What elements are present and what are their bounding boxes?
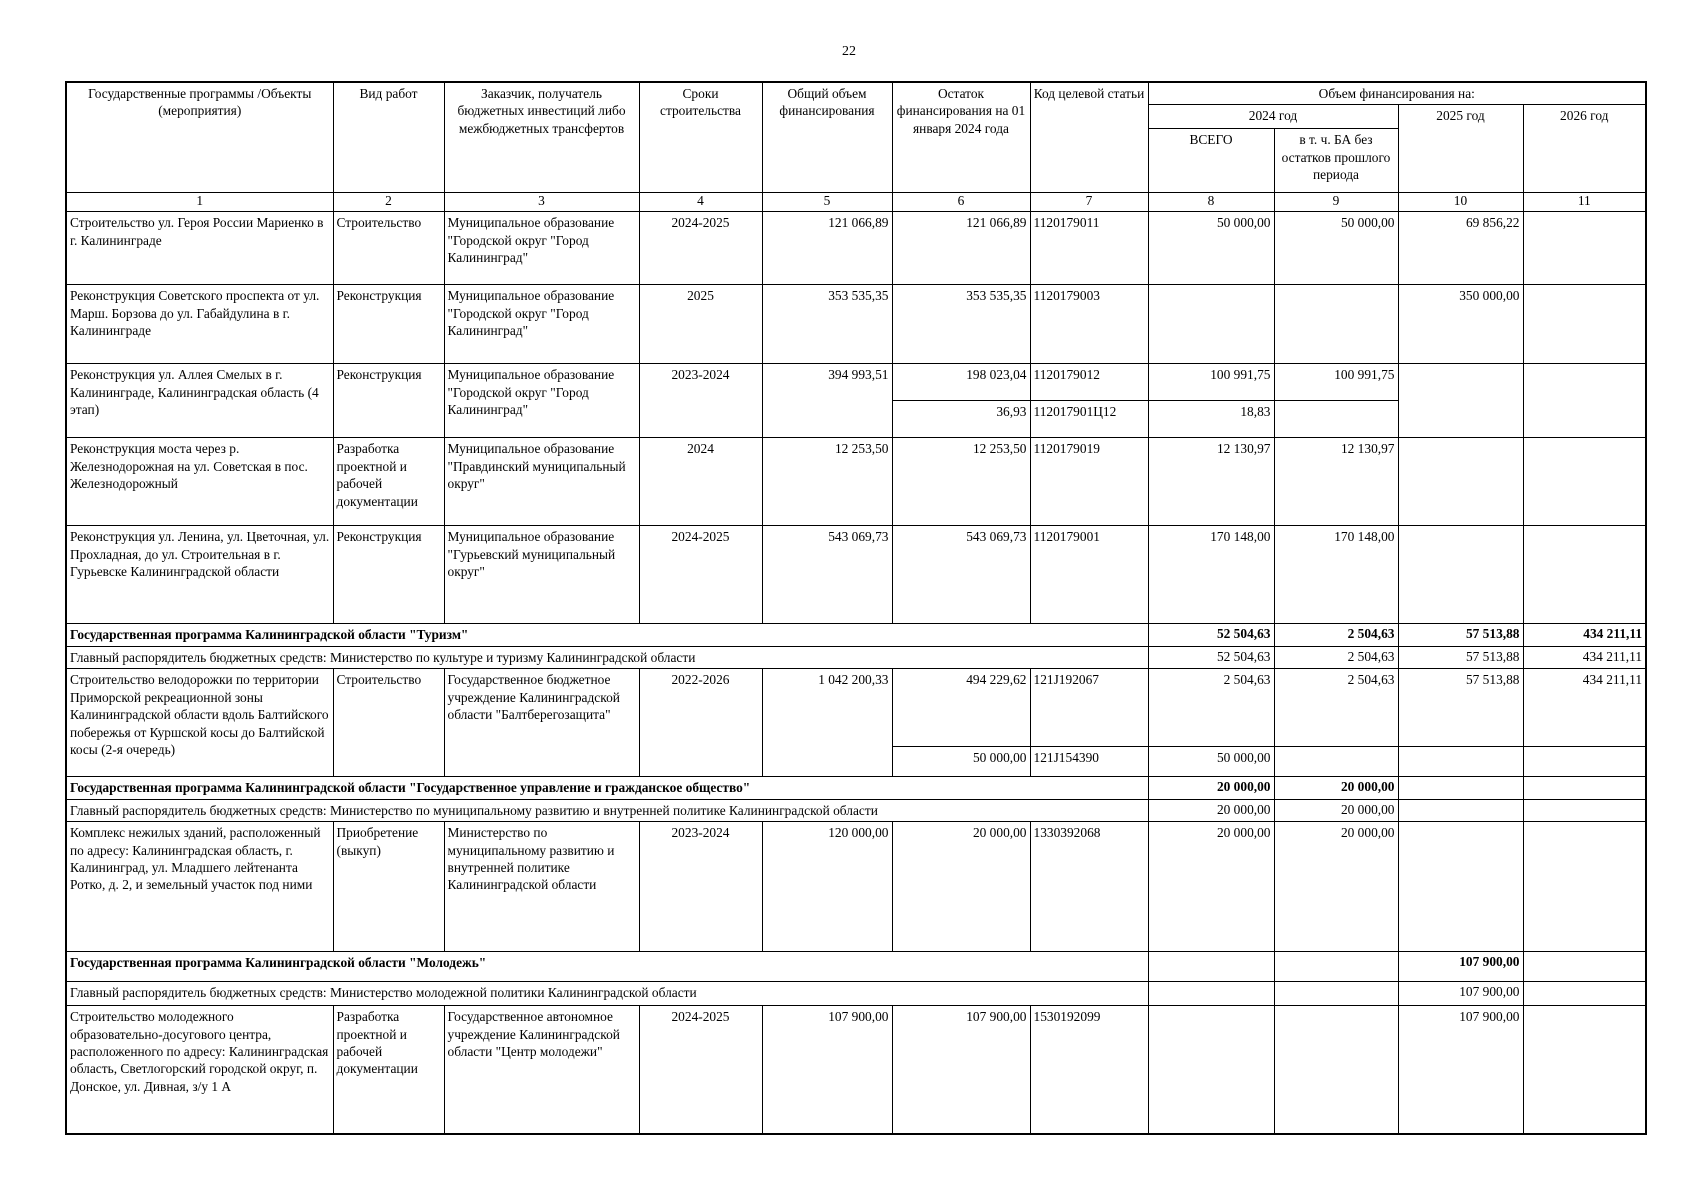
- customer: Министерство по муниципальному развитию и внутренней политике Калининградской области: [444, 822, 639, 952]
- table-row: [66, 822, 1646, 952]
- table-row: [66, 1006, 1646, 1134]
- program-row: [66, 952, 1646, 982]
- target-code: 1120179019: [1030, 438, 1148, 526]
- target-code: 1120179011: [1030, 212, 1148, 285]
- y2024-total: 20 000,00: [1148, 799, 1274, 821]
- remaining-financing: 121 066,89: [892, 212, 1030, 285]
- table-row: [66, 212, 1646, 285]
- y2024-excl: [1274, 747, 1398, 777]
- column-numbers-row: [66, 193, 1646, 212]
- y2024-excl: 170 148,00: [1274, 526, 1398, 624]
- manager-title: Главный распорядитель бюджетных средств: Министерство по культуре и туризму Калининградской области: [66, 646, 1148, 668]
- y2024-excl: 50 000,00: [1274, 212, 1398, 285]
- y2025: [1398, 799, 1523, 821]
- remaining-financing: 198 023,04: [892, 364, 1030, 401]
- investment-table: [65, 81, 1647, 1135]
- header-financing-volume: Объем финансирования на:: [1148, 82, 1646, 105]
- y2024-total: 12 130,97: [1148, 438, 1274, 526]
- y2024-excl: [1274, 952, 1398, 982]
- construction-term: 2024-2025: [639, 212, 762, 285]
- table-row: [66, 669, 1646, 747]
- y2026: [1523, 212, 1646, 285]
- y2024-total: 18,83: [1148, 401, 1274, 438]
- y2024-excl: 2 504,63: [1274, 669, 1398, 747]
- table-row: [66, 364, 1646, 401]
- construction-term: 2022-2026: [639, 669, 762, 777]
- object-name: Строительство велодорожки по территории Приморской рекреационной зоны Калининградской области вдоль Балтийского побережья от Куршской косы до Балтийской косы (2-я очередь): [66, 669, 333, 777]
- customer: Муниципальное образование "Городской округ "Город Калининград": [444, 285, 639, 364]
- y2024-total: 20 000,00: [1148, 822, 1274, 952]
- target-code: 121J192067: [1030, 669, 1148, 747]
- total-financing: 543 069,73: [762, 526, 892, 624]
- remaining-financing: 36,93: [892, 401, 1030, 438]
- y2024-excl: [1274, 982, 1398, 1006]
- y2026: [1523, 822, 1646, 952]
- total-financing: 107 900,00: [762, 1006, 892, 1134]
- column-number: 4: [639, 193, 762, 212]
- y2024-excl: 20 000,00: [1274, 777, 1398, 799]
- object-name: Строительство молодежного образовательно-досугового центра, расположенного по адресу: Калининградская область, Светлогорский городской округ, п. Донское, ул. Дивная, з/у 1 А: [66, 1006, 333, 1134]
- column-number: 11: [1523, 193, 1646, 212]
- y2024-excl: [1274, 1006, 1398, 1134]
- target-code: 1120179003: [1030, 285, 1148, 364]
- object-name: Реконструкция моста через р. Железнодорожная на ул. Советская в пос. Железнодорожный: [66, 438, 333, 526]
- customer: Государственное автономное учреждение Калининградской области "Центр молодежи": [444, 1006, 639, 1134]
- header-year-2026: 2026 год: [1523, 105, 1646, 193]
- y2024-total: [1148, 1006, 1274, 1134]
- y2024-excl: 2 504,63: [1274, 624, 1398, 646]
- total-financing: 121 066,89: [762, 212, 892, 285]
- customer: Государственное бюджетное учреждение Калининградской области "Балтберегозащита": [444, 669, 639, 777]
- program-row: [66, 777, 1646, 799]
- remaining-financing: 543 069,73: [892, 526, 1030, 624]
- table-row: [66, 526, 1646, 624]
- manager-title: Главный распорядитель бюджетных средств: Министерство по муниципальному развитию и внутренней политике Калининградской области: [66, 799, 1148, 821]
- total-financing: 120 000,00: [762, 822, 892, 952]
- header-year-2024: 2024 год: [1148, 105, 1398, 129]
- remaining-financing: 12 253,50: [892, 438, 1030, 526]
- work-type: Строительство: [333, 212, 444, 285]
- construction-term: 2025: [639, 285, 762, 364]
- target-code: 121J154390: [1030, 747, 1148, 777]
- construction-term: 2023-2024: [639, 822, 762, 952]
- header-2024-total: ВСЕГО: [1148, 129, 1274, 193]
- column-number: 10: [1398, 193, 1523, 212]
- column-number: 2: [333, 193, 444, 212]
- y2024-excl: [1274, 285, 1398, 364]
- customer: Муниципальное образование "Правдинский муниципальный округ": [444, 438, 639, 526]
- header-target-code: Код целевой статьи: [1030, 82, 1148, 193]
- remaining-financing: 107 900,00: [892, 1006, 1030, 1134]
- target-code: 112017901Ц12: [1030, 401, 1148, 438]
- table-row: [66, 438, 1646, 526]
- work-type: Строительство: [333, 669, 444, 777]
- y2026: [1523, 777, 1646, 799]
- target-code: 1330392068: [1030, 822, 1148, 952]
- y2024-total: 2 504,63: [1148, 669, 1274, 747]
- y2024-total: [1148, 982, 1274, 1006]
- y2024-excl: 100 991,75: [1274, 364, 1398, 401]
- y2025: [1398, 526, 1523, 624]
- y2025: 57 513,88: [1398, 669, 1523, 747]
- total-financing: 1 042 200,33: [762, 669, 892, 777]
- y2025: 350 000,00: [1398, 285, 1523, 364]
- y2025: [1398, 438, 1523, 526]
- column-number: 6: [892, 193, 1030, 212]
- header-terms: Сроки строительства: [639, 82, 762, 193]
- target-code: 1530192099: [1030, 1006, 1148, 1134]
- y2026: 434 211,11: [1523, 624, 1646, 646]
- y2024-total: 100 991,75: [1148, 364, 1274, 401]
- manager-row: [66, 646, 1646, 668]
- manager-row: [66, 982, 1646, 1006]
- program-title: Государственная программа Калининградской области "Государственное управление и гражданское общество": [66, 777, 1148, 799]
- y2024-total: [1148, 952, 1274, 982]
- manager-row: [66, 799, 1646, 821]
- y2026: [1523, 982, 1646, 1006]
- y2024-excl: 2 504,63: [1274, 646, 1398, 668]
- y2026: [1523, 952, 1646, 982]
- y2024-total: 50 000,00: [1148, 212, 1274, 285]
- total-financing: 12 253,50: [762, 438, 892, 526]
- total-financing: 394 993,51: [762, 364, 892, 438]
- target-code: 1120179012: [1030, 364, 1148, 401]
- object-name: Комплекс нежилых зданий, расположенный по адресу: Калининградская область, г. Калининград, ул. Младшего лейтенанта Ротко, д. 2, и земельный участок под ними: [66, 822, 333, 952]
- y2025: 57 513,88: [1398, 646, 1523, 668]
- header-customer: Заказчик, получатель бюджетных инвестиций либо межбюджетных трансфертов: [444, 82, 639, 193]
- column-number: 5: [762, 193, 892, 212]
- customer: Муниципальное образование "Городской округ "Город Калининград": [444, 364, 639, 438]
- header-work-type: Вид работ: [333, 82, 444, 193]
- program-row: [66, 624, 1646, 646]
- total-financing: 353 535,35: [762, 285, 892, 364]
- y2025: 107 900,00: [1398, 1006, 1523, 1134]
- construction-term: 2024-2025: [639, 1006, 762, 1134]
- y2025: 69 856,22: [1398, 212, 1523, 285]
- construction-term: 2023-2024: [639, 364, 762, 438]
- remaining-financing: 50 000,00: [892, 747, 1030, 777]
- work-type: Реконструкция: [333, 364, 444, 438]
- y2025: [1398, 822, 1523, 952]
- y2026: [1523, 364, 1646, 438]
- header-2024-excl-remainder: в т. ч. БА без остатков прошлого периода: [1274, 129, 1398, 193]
- program-title: Государственная программа Калининградской области "Молодежь": [66, 952, 1148, 982]
- y2024-excl: 12 130,97: [1274, 438, 1398, 526]
- construction-term: 2024-2025: [639, 526, 762, 624]
- y2026: [1523, 1006, 1646, 1134]
- work-type: Приобретение (выкуп): [333, 822, 444, 952]
- header-year-2025: 2025 год: [1398, 105, 1523, 193]
- object-name: Реконструкция Советского проспекта от ул. Марш. Борзова до ул. Габайдулина в г. Калининграде: [66, 285, 333, 364]
- target-code: 1120179001: [1030, 526, 1148, 624]
- header-remaining-financing: Остаток финансирования на 01 января 2024 года: [892, 82, 1030, 193]
- header-objects: Государственные программы /Объекты (мероприятия): [66, 82, 333, 193]
- y2026: [1523, 285, 1646, 364]
- y2024-total: 52 504,63: [1148, 624, 1274, 646]
- object-name: Реконструкция ул. Аллея Смелых в г. Калининграде, Калининградская область (4 этап): [66, 364, 333, 438]
- column-number: 3: [444, 193, 639, 212]
- y2025: [1398, 747, 1523, 777]
- y2024-excl: 20 000,00: [1274, 799, 1398, 821]
- y2024-total: 50 000,00: [1148, 747, 1274, 777]
- work-type: Реконструкция: [333, 285, 444, 364]
- y2026: [1523, 526, 1646, 624]
- column-number: 9: [1274, 193, 1398, 212]
- column-number: 1: [66, 193, 333, 212]
- program-title: Государственная программа Калининградской области "Туризм": [66, 624, 1148, 646]
- y2024-excl: 20 000,00: [1274, 822, 1398, 952]
- work-type: Реконструкция: [333, 526, 444, 624]
- y2024-total: 52 504,63: [1148, 646, 1274, 668]
- y2025: [1398, 777, 1523, 799]
- y2025: 107 900,00: [1398, 952, 1523, 982]
- construction-term: 2024: [639, 438, 762, 526]
- y2025: [1398, 364, 1523, 438]
- table-row: [66, 285, 1646, 364]
- y2024-excl: [1274, 401, 1398, 438]
- work-type: Разработка проектной и рабочей документации: [333, 438, 444, 526]
- y2024-total: 170 148,00: [1148, 526, 1274, 624]
- page-number: 22: [842, 44, 856, 59]
- column-number: 8: [1148, 193, 1274, 212]
- remaining-financing: 494 229,62: [892, 669, 1030, 747]
- remaining-financing: 353 535,35: [892, 285, 1030, 364]
- y2026: [1523, 438, 1646, 526]
- y2024-total: [1148, 285, 1274, 364]
- y2026: [1523, 799, 1646, 821]
- y2026: [1523, 747, 1646, 777]
- customer: Муниципальное образование "Городской округ "Город Калининград": [444, 212, 639, 285]
- y2025: 57 513,88: [1398, 624, 1523, 646]
- object-name: Реконструкция ул. Ленина, ул. Цветочная, ул. Прохладная, до ул. Строительная в г. Гурьевске Калининградской области: [66, 526, 333, 624]
- header-total-financing: Общий объем финансирования: [762, 82, 892, 193]
- column-number: 7: [1030, 193, 1148, 212]
- manager-title: Главный распорядитель бюджетных средств: Министерство молодежной политики Калининградской области: [66, 982, 1148, 1006]
- y2026: 434 211,11: [1523, 669, 1646, 747]
- remaining-financing: 20 000,00: [892, 822, 1030, 952]
- table-header: [66, 82, 1646, 212]
- y2025: 107 900,00: [1398, 982, 1523, 1006]
- y2024-total: 20 000,00: [1148, 777, 1274, 799]
- work-type: Разработка проектной и рабочей документации: [333, 1006, 444, 1134]
- y2026: 434 211,11: [1523, 646, 1646, 668]
- customer: Муниципальное образование "Гурьевский муниципальный округ": [444, 526, 639, 624]
- object-name: Строительство ул. Героя России Мариенко в г. Калининграде: [66, 212, 333, 285]
